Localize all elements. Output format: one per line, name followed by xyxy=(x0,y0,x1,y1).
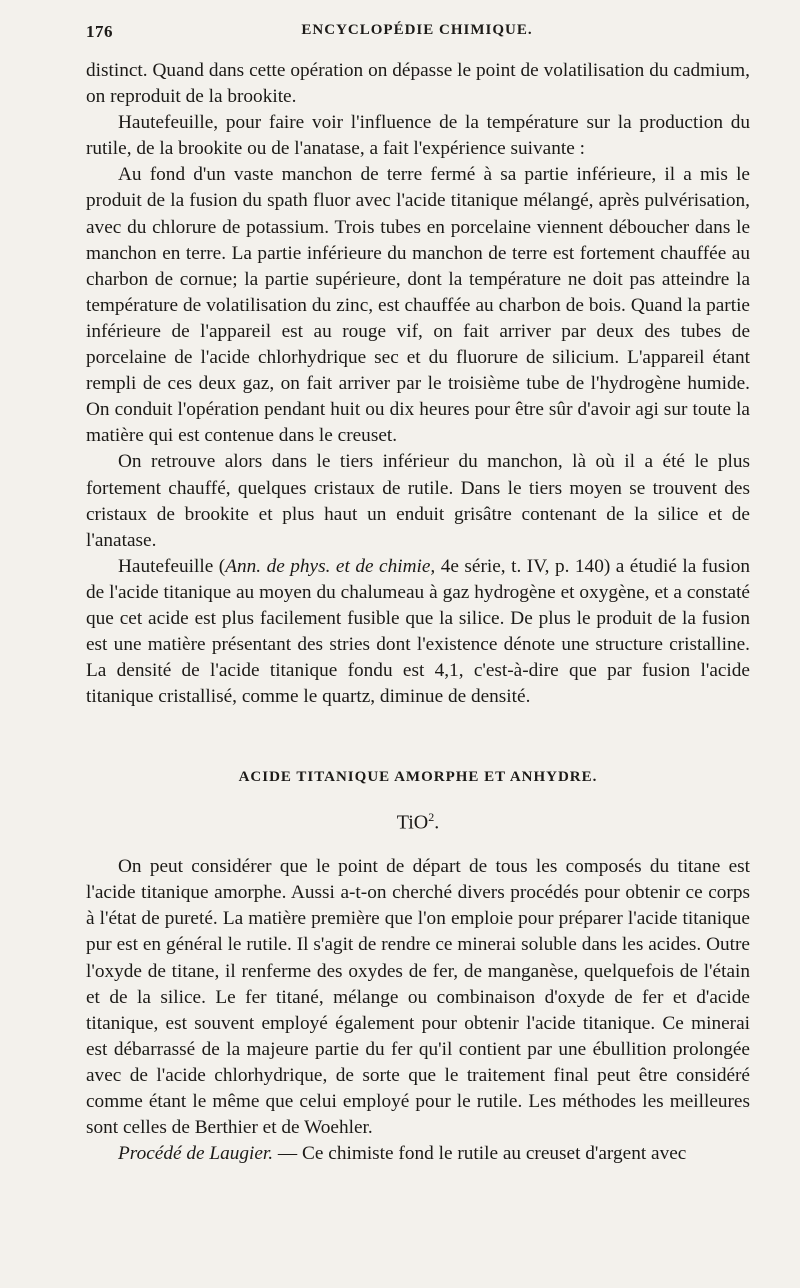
paragraph: Au fond d'un vaste manchon de terre fermé à sa partie inférieure, il a mis le produit de la fusion du spath fluor avec l'acide titanique mélangé, après pulvérisation, avec du chlorure de potassium. Trois tubes en porcelaine viennent déboucher dans le manchon en terre. La partie inférieure du manchon de terre est fortement chauffée au charbon de cornue; la partie supérieure, dont la température ne doit pas atteindre la température de volatilisation du zinc, est chauffée au charbon de bois. Quand la partie inférieure de l'appareil est au rouge vif, on fait arriver par deux des tubes de porcelaine de l'acide chlorhydrique sec et du fluorure de silicium. L'appareil étant rempli de ces deux gaz, on fait arriver par le troisième tube de l'hydrogène humide. On conduit l'opération pendant huit ou dix heures pour être sûr d'avoir agi sur toute la matière qui est contenue dans le creuset. xyxy=(86,164,750,447)
page-body xyxy=(86,58,750,1167)
formula-base: TiO xyxy=(396,812,429,835)
formula-end: . xyxy=(434,812,440,835)
section-heading: ACIDE TITANIQUE AMORPHE ET ANHYDRE. xyxy=(238,769,598,786)
paragraph: On peut considérer que le point de départ de tous les composés du titane est l'acide titanique amorphe. Aussi a-t-on cherché divers procédés pour obtenir ce corps à l'état de pureté. La matière première que l'on emploie pour préparer l'acide titanique pur est en général le rutile. Il s'agit de rendre ce minerai soluble dans les acides. Outre l'oxyde de titane, il renferme des oxydes de fer, de manganèse, quelquefois de l'étain et de la silice. Le fer titané, mélange ou combinaison d'oxyde de fer et d'acide titanique, est souvent employé également pour obtenir l'acide titanique. Ce minerai est débarrassé de la majeure partie du fer qu'il contient par une ébullition prolongée avec de l'acide chlorhydrique, de sorte que le traitement final peut être considéré comme étant le même que celui employé pour le rutile. Les méthodes les meilleures sont celles de Berthier et de Woehler. xyxy=(86,856,750,1139)
procedure-label: Procédé de Laugier. xyxy=(118,1143,274,1165)
running-head xyxy=(86,22,748,52)
citation: Ann. de phys. et de chimie, xyxy=(225,555,436,577)
paragraph: Hautefeuille, pour faire voir l'influence de la température sur la production du rutile, de la brookite ou de l'anatase, a fait l'expérience suivante : xyxy=(86,112,750,160)
paragraph xyxy=(86,1141,750,1167)
paragraph: On retrouve alors dans le tiers inférieur du manchon, là où il a été le plus fortement chauffé, quelques cristaux de rutile. Dans le tiers moyen se trouvent des cristaux de brookite et plus haut un enduit grisâtre contenant de la silice et de l'anatase. xyxy=(86,451,750,551)
chemical-formula xyxy=(86,804,750,836)
formula-subscript: 2 xyxy=(428,810,435,825)
page-number: 176 xyxy=(86,22,113,41)
text-run: Hautefeuille ( xyxy=(118,555,226,577)
paragraph: distinct. Quand dans cette opération on dépasse le point de volatilisation du cadmium, on reproduit de la brookite. xyxy=(86,60,750,108)
paragraph xyxy=(86,554,750,711)
text-run: — Ce chimiste fond le rutile au creuset d'argent avec xyxy=(273,1143,687,1165)
running-title: ENCYCLOPÉDIE CHIMIQUE. xyxy=(301,22,533,38)
text-run: 4e série, t. IV, p. 140) a étudié la fusion de l'acide titanique au moyen du chalumeau à gaz hydrogène et oxygène, et a constaté que cet acide est plus facilement fusible que la silice. De plus le produit de la fusion est une matière présentant des stries dont l'existence dénote une structure cristalline. La densité de l'acide titanique fondu est 4,1, c'est-à-dire que par fusion l'acide titanique cristallisé, comme le quartz, diminue de densité. xyxy=(86,555,750,708)
